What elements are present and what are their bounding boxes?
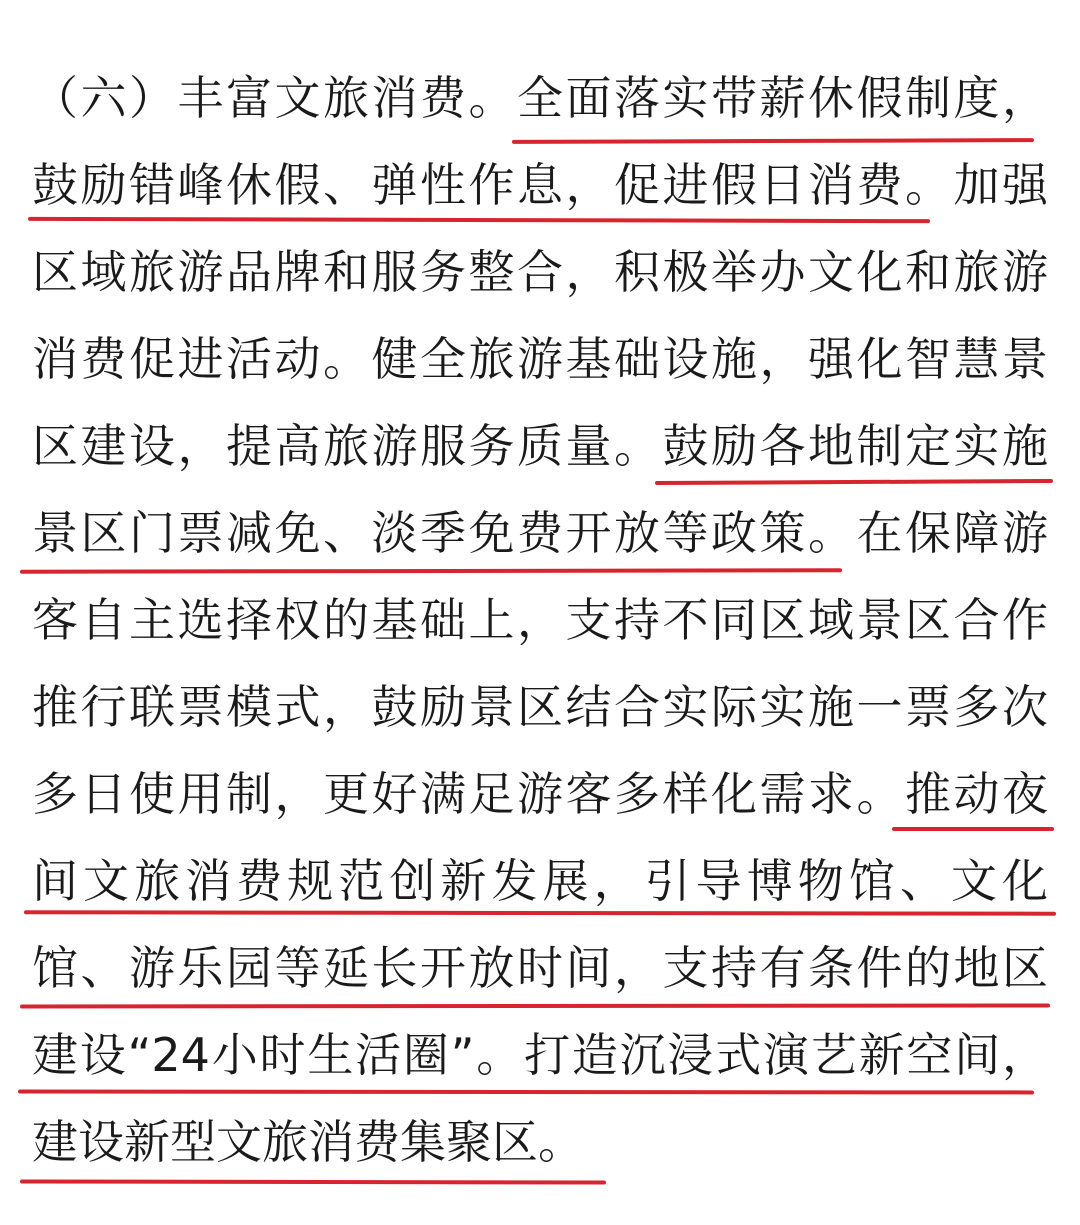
underline-8 (18, 1090, 1034, 1095)
text-line-13: 建设新型文旅消费集聚区。 (32, 1115, 584, 1169)
text-line-10: 间文旅消费规范创新发展，引导博物馆、文化 (32, 854, 1048, 908)
text-line-6: 景区门票减免、淡季免费开放等政策。在保障游 (32, 506, 1048, 560)
text-line-2: 鼓励错峰休假、弹性作息，促进假日消费。加强 (32, 158, 1048, 212)
text-line-3: 区域旅游品牌和服务整合，积极举办文化和旅游 (32, 245, 1048, 299)
underline-4 (20, 568, 842, 573)
underline-9 (20, 1179, 606, 1184)
text-line-1: （六）丰富文旅消费。全面落实带薪休假制度， (32, 71, 1048, 125)
text-line-7: 客自主选择权的基础上，支持不同区域景区合作 (32, 593, 1048, 647)
text-line-8: 推行联票模式，鼓励景区结合实际实施一票多次 (32, 680, 1048, 734)
text-line-9: 多日使用制，更好满足游客多样化需求。推动夜 (32, 767, 1048, 821)
text-line-4: 消费促进活动。健全旅游基础设施，强化智慧景 (32, 332, 1048, 386)
underline-3 (655, 479, 1053, 485)
text-line-12: 建设“24小时生活圈”。打造沉浸式演艺新空间， (32, 1028, 1048, 1082)
underline-1 (512, 138, 1034, 144)
text-line-11: 馆、游乐园等延长开放时间，支持有条件的地区 (32, 941, 1048, 995)
underline-5 (892, 827, 1054, 831)
underline-7 (20, 1003, 1050, 1008)
text-line-5: 区建设，提高旅游服务质量。鼓励各地制定实施 (32, 419, 1048, 473)
